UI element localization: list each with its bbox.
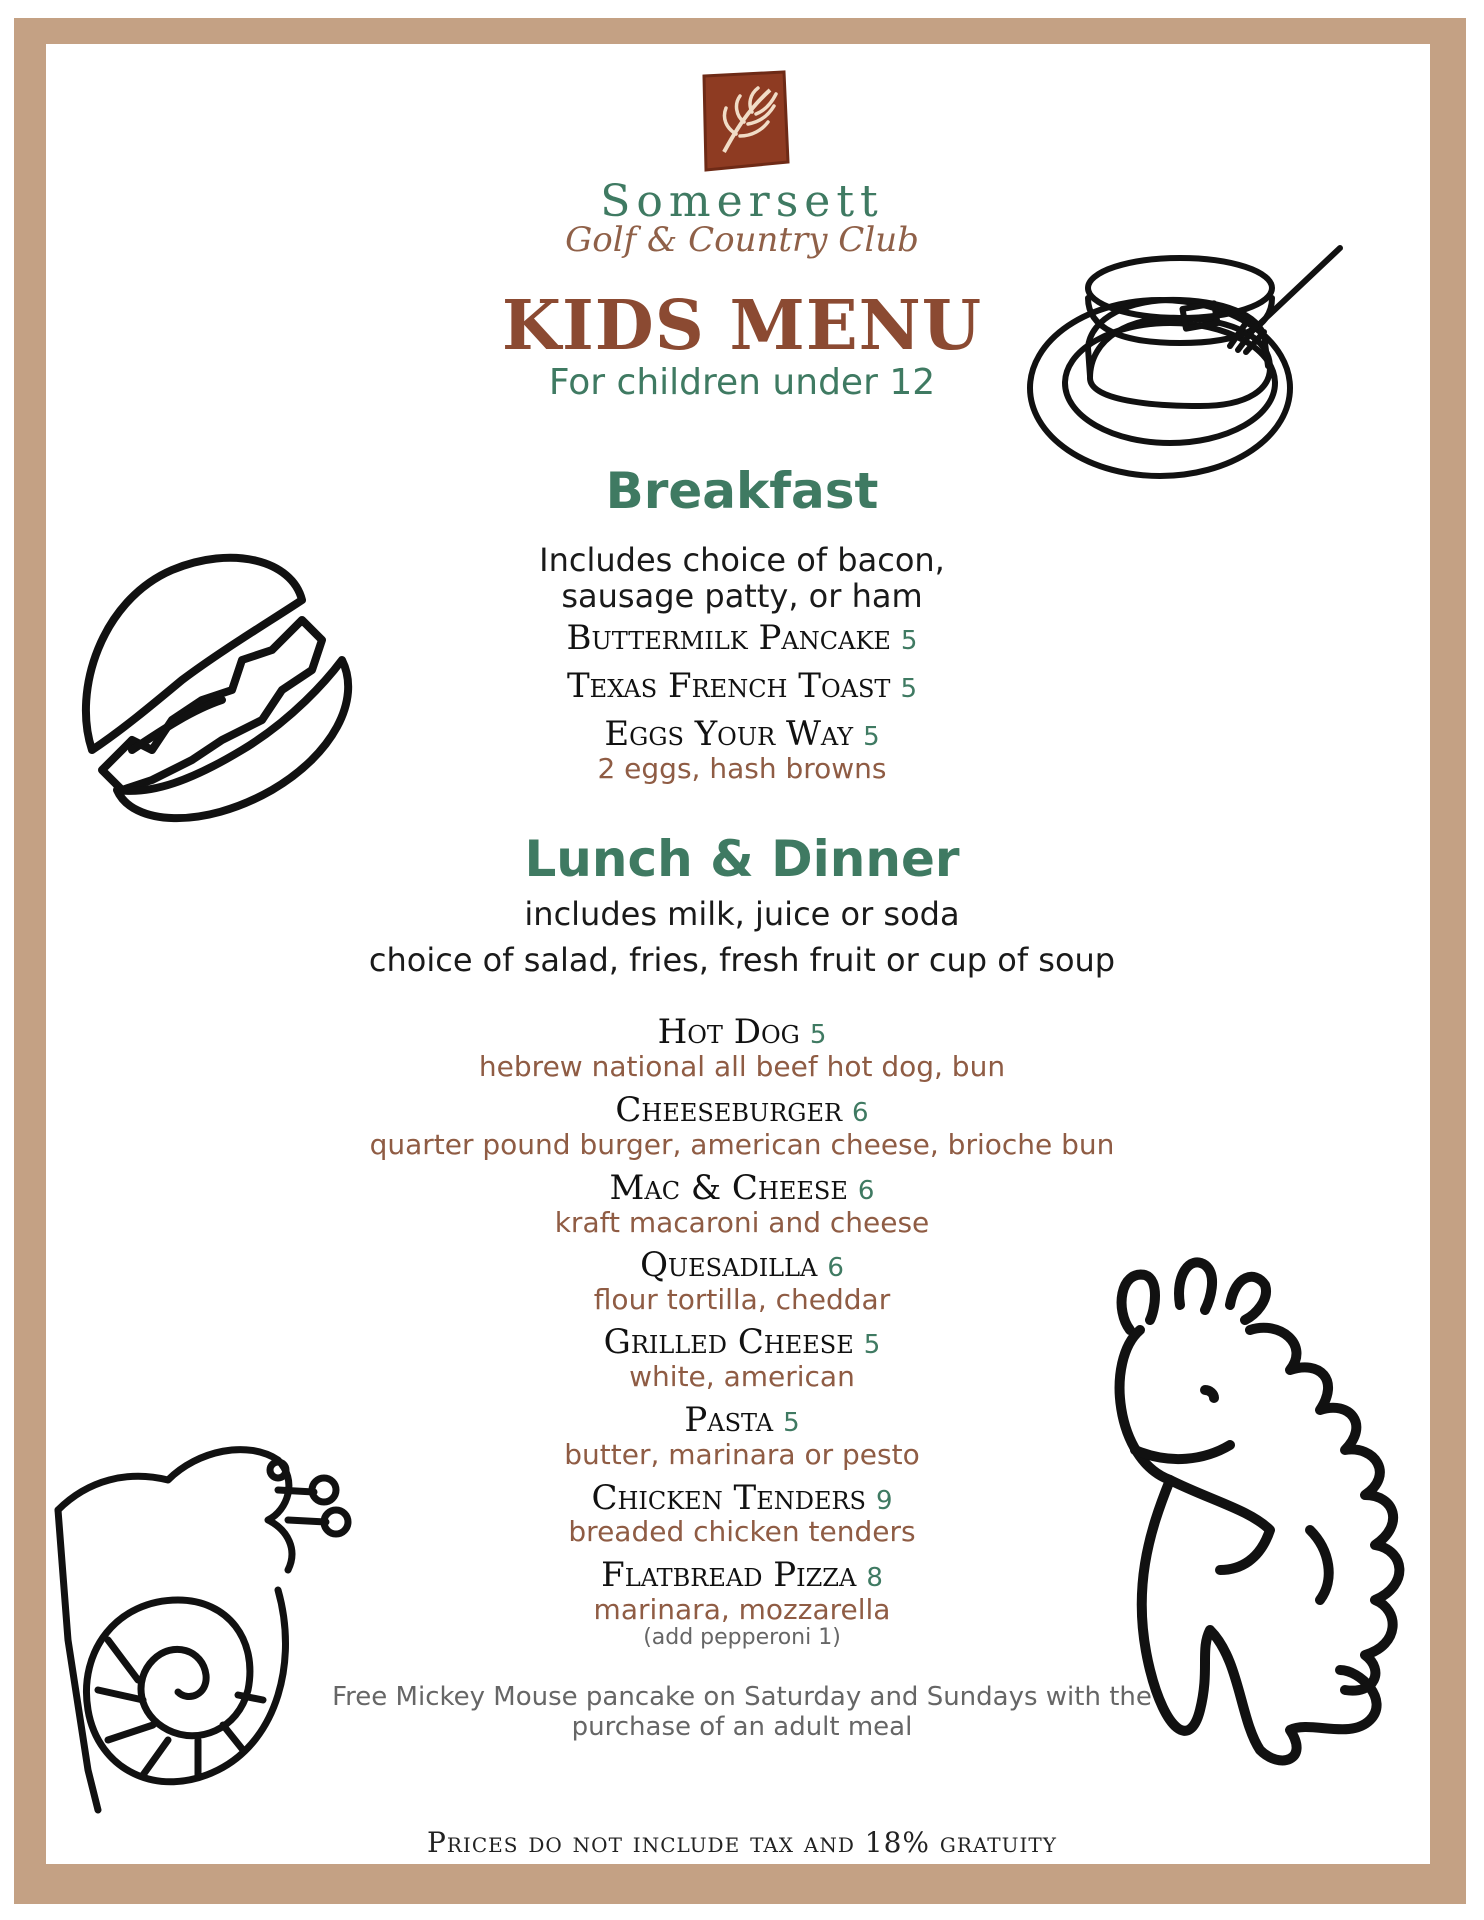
dinosaur-icon (1110, 1250, 1420, 1780)
item-price: 6 (827, 1253, 844, 1283)
item-description: breaded chicken tenders (568, 1515, 916, 1548)
promo-line1: Free Mickey Mouse pancake on Saturday and Sundays with the (332, 1682, 1152, 1712)
item-description: hebrew national all beef hot dog, bun (478, 1050, 1006, 1083)
breakfast-note-line1: Includes choice of bacon, (539, 541, 945, 579)
item-price: 5 (783, 1408, 800, 1438)
item-price: 5 (863, 1330, 881, 1360)
item-description: white, american (629, 1360, 855, 1393)
item-name: Hot Dog (657, 1012, 800, 1052)
item-name: Cheeseburger (615, 1090, 843, 1130)
lunch-dinner-heading: Lunch & Dinner (524, 830, 960, 888)
item-name: Mac & Cheese (609, 1168, 848, 1208)
breakfast-heading: Breakfast (605, 462, 879, 520)
item-name: Quesadilla (640, 1245, 818, 1285)
item-name: Eggs Your Way (604, 714, 854, 754)
item-description: marinara, mozzarella (593, 1593, 891, 1626)
lunch-note-line1: includes milk, juice or soda (524, 895, 960, 933)
club-name: Somersett (600, 176, 884, 227)
menu-title: KIDS MENU (501, 286, 983, 366)
club-subtitle: Golf & Country Club (565, 220, 919, 260)
item-price: 6 (852, 1098, 869, 1128)
item-name: Texas French Toast (567, 666, 891, 706)
item-price: 9 (875, 1486, 893, 1516)
item-price: 5 (900, 674, 917, 704)
item-name: Grilled Cheese (603, 1322, 854, 1362)
item-addon: (add pepperoni 1) (643, 1625, 841, 1650)
promo-line2: purchase of an adult meal (571, 1712, 913, 1742)
menu-item (0, 1090, 1484, 1130)
snail-icon (48, 1440, 358, 1820)
item-price: 5 (900, 626, 918, 656)
pancake-stack-icon (1020, 238, 1390, 498)
item-name: Chicken Tenders (591, 1478, 866, 1518)
item-description: flour tortilla, cheddar (593, 1283, 891, 1316)
item-description: quarter pound burger, american cheese, brioche bun (369, 1128, 1115, 1161)
item-name: Pasta (684, 1400, 774, 1440)
item-name: Flatbread Pizza (601, 1555, 857, 1595)
item-name: Buttermilk Pancake (566, 618, 891, 658)
item-description: butter, marinara or pesto (564, 1438, 920, 1471)
item-price: 6 (857, 1176, 875, 1206)
menu-item (0, 1168, 1484, 1208)
burger-icon (72, 540, 372, 830)
item-description: 2 eggs, hash browns (597, 752, 887, 785)
lunch-note-line2: choice of salad, fries, fresh fruit or cup of soup (368, 941, 1116, 979)
item-price: 5 (863, 722, 880, 752)
leaf-logo-icon (696, 70, 790, 172)
menu-subtitle: For children under 12 (548, 362, 936, 403)
pricing-footer: Prices do not include tax and 18% gratuity (427, 1826, 1057, 1859)
item-description: kraft macaroni and cheese (554, 1206, 930, 1239)
item-price: 8 (866, 1563, 883, 1593)
breakfast-note-line2: sausage patty, or ham (561, 577, 923, 615)
menu-item (0, 1012, 1484, 1052)
item-price: 5 (809, 1020, 827, 1050)
